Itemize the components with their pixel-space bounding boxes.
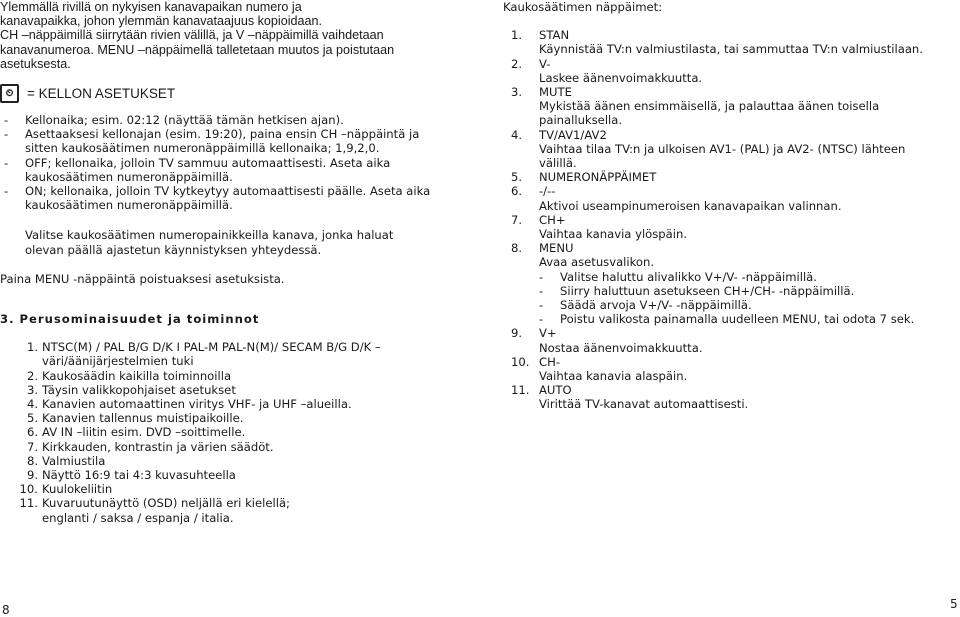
intro-line: asetuksesta. — [0, 56, 71, 71]
list-item: 10. Kuulokeliitin — [19, 482, 113, 497]
item-description: Avaa asetusvalikon. — [539, 255, 655, 270]
features-list — [0, 340, 470, 525]
clock-settings-list — [0, 113, 470, 212]
clock-settings-header — [0, 84, 470, 103]
list-item: 8. MENU — [511, 241, 574, 256]
list-item: 8. Valmiustila — [26, 453, 106, 468]
item-description: Virittää TV-kanavat automaattisesti. — [539, 397, 749, 412]
list-item: 7. Kirkkauden, kontrastin ja värien säädöt. — [26, 439, 274, 454]
item-description: Vaihtaa tilaa TV:n ja ulkoisen AV1- (PAL) ja AV2- (NTSC) lähteen — [539, 141, 906, 156]
page-number-left: 8 — [2, 603, 10, 617]
list-item: 1. NTSC(M) / PAL B/G D/K I PAL-M PAL-N(M)/ SECAM B/G D/K – — [26, 340, 381, 355]
list-item: - OFF; kellonaika, jolloin TV sammuu automaattisesti. Aseta aika — [4, 155, 391, 170]
list-item: 9. V+ — [511, 326, 557, 341]
list-item: 5. NUMERONÄPPÄIMET — [511, 170, 657, 185]
list-item: - Valitse haluttu alivalikko V+/V- -näppäimillä. — [539, 269, 817, 284]
list-item: 5. Kanavien tallennus muistipaikoille. — [26, 411, 244, 426]
list-item: 6. AV IN –liitin esim. DVD –soittimelle. — [26, 425, 246, 440]
list-item: 1. STAN — [511, 28, 570, 43]
right-column — [503, 0, 948, 412]
list-item: 9. Näyttö 16:9 tai 4:3 kuvasuhteella — [26, 468, 236, 483]
item-description: Käynnistää TV:n valmiustilasta, tai sammuttaa TV:n valmiustilaan. — [539, 42, 923, 57]
remote-keys-heading: Kaukosäätimen näppäimet: — [503, 0, 663, 14]
item-description: Vaihtaa kanavia ylöspäin. — [539, 227, 688, 242]
item-description: Vaihtaa kanavia alaspäin. — [539, 369, 688, 384]
list-item: - Asettaaksesi kellonajan (esim. 19:20), paina ensin CH –näppäintä ja — [4, 127, 420, 142]
list-item: 4. Kanavien automaattinen viritys VHF- ja UHF –alueilla. — [26, 397, 352, 412]
list-item-continuation: kaukosäätimen numeronäppäimillä. — [25, 198, 233, 213]
item-description: Nostaa äänenvoimakkuutta. — [539, 340, 703, 355]
intro-line: Ylemmällä rivillä on nykyisen kanavapaikan numero ja — [0, 0, 302, 14]
list-item: 6. -/-- — [511, 184, 556, 199]
paragraph-line: Valitse kaukosäätimen numeropainikkeilla kanava, jonka haluat — [25, 228, 394, 243]
list-item: - Kellonaika; esim. 02:12 (näyttää tämän hetkisen ajan). — [4, 113, 344, 128]
list-item: - ON; kellonaika, jolloin TV kytkeytyy automaattisesti päälle. Aseta aika — [4, 184, 431, 199]
channel-select-paragraph — [0, 228, 470, 256]
intro-line: kanavanumeroa. MENU –näppäimellä talletetaan muutos ja poistutaan — [0, 42, 395, 57]
list-item: - Siirry haluttuun asetukseen CH+/CH- -näppäimillä. — [539, 283, 855, 298]
menu-exit-text: Paina MENU -näppäintä poistuaksesi asetuksista. — [0, 271, 285, 286]
list-item: 2. Kaukosäädin kaikilla toiminnoilla — [26, 368, 232, 383]
item-description: painalluksella. — [539, 113, 623, 128]
list-item: 10. CH- — [511, 354, 560, 369]
intro-line: CH –näppäimillä siirrytään rivien välillä, ja V –näppäimillä vaihdetaan — [0, 28, 384, 43]
left-column — [0, 0, 470, 525]
menu-subitems — [511, 270, 948, 327]
clock-icon: ⏲ — [0, 84, 19, 103]
item-description: välillä. — [539, 156, 577, 171]
list-item-continuation: englanti / saksa / espanja / italia. — [42, 510, 234, 525]
item-description: Laskee äänenvoimakkuutta. — [539, 70, 703, 85]
list-item-continuation: väri/äänijärjestelmien tuki — [42, 354, 194, 369]
list-item: 3. Täysin valikkopohjaiset asetukset — [26, 382, 236, 397]
intro-paragraph — [0, 0, 470, 71]
list-item-continuation: sitten kaukosäätimen numeronäppäimillä kellonaika; 1,9,2,0. — [25, 141, 380, 156]
list-item: 11. AUTO — [511, 383, 572, 398]
list-item: 7. CH+ — [511, 212, 566, 227]
page-number-right: 5 — [950, 597, 958, 611]
item-description: Aktivoi useampinumeroisen kanavapaikan valinnan. — [539, 198, 842, 213]
list-item: 4. TV/AV1/AV2 — [511, 127, 607, 142]
item-description: Mykistää äänen ensimmäisellä, ja palauttaa äänen toisella — [539, 99, 880, 114]
list-item: 11. Kuvaruutunäyttö (OSD) neljällä eri kielellä; — [19, 496, 290, 511]
list-item-continuation: kaukosäätimen numeronäppäimillä. — [25, 169, 233, 184]
clock-settings-title: = KELLON ASETUKSET — [27, 86, 176, 102]
remote-keys-list — [503, 28, 948, 411]
list-item: 2. V- — [511, 56, 551, 71]
list-item: 3. MUTE — [511, 85, 572, 100]
features-heading: 3. Perusominaisuudet ja toiminnot — [0, 312, 260, 327]
paragraph-line: olevan päällä ajastetun käynnistyksen yhteydessä. — [25, 242, 322, 257]
list-item: - Poistu valikosta painamalla uudelleen MENU, tai odota 7 sek. — [539, 312, 915, 327]
list-item: - Säädä arvoja V+/V- -näppäimillä. — [539, 298, 752, 313]
intro-line: kanavapaikka, johon ylemmän kanavataajuus kopioidaan. — [0, 14, 323, 29]
